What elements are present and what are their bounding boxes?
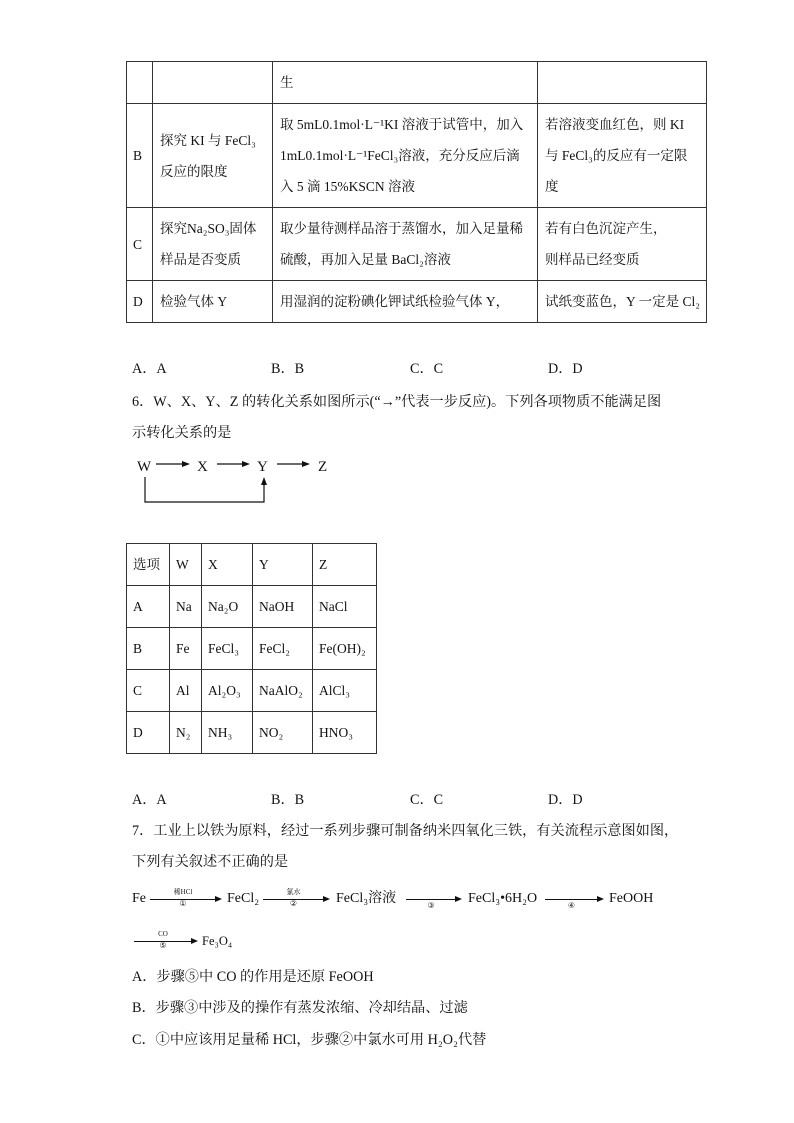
arrowhead [302, 461, 310, 467]
arrowhead [242, 461, 250, 467]
purpose-line: 样品是否变质 [160, 252, 241, 267]
table-cell: Na₂O [202, 586, 253, 628]
arrowhead [215, 896, 222, 902]
node-y: Y [257, 459, 268, 475]
cell-operation [273, 62, 538, 104]
header-cell: Z [313, 544, 377, 586]
flow-species-fecl3-solution: FeCl₃溶液 [336, 891, 397, 906]
table-cell: D [127, 712, 170, 754]
q5-option-d: D．D [548, 361, 583, 377]
flow-arrow-1 [150, 884, 222, 914]
purpose-line: 探究 KI 与 FeCl₃ [160, 132, 256, 148]
q7-option-a: A．步骤⑤中 CO 的作用是还原 FeOOH [132, 969, 374, 985]
flow-step-label: ⑤ [159, 941, 167, 950]
table-cell: Na [170, 586, 202, 628]
table-cell: FeCl₃ [202, 628, 253, 670]
flow-reagent-label: CO [158, 930, 168, 938]
q7-stem-line-1: 7．工业上以铁为原料，经过一系列步骤可制备纳米四氧化三铁，有关流程示意图如图， [132, 823, 679, 839]
cell-operation [273, 208, 538, 281]
node-w: W [137, 459, 152, 475]
cell-operation [273, 104, 538, 208]
arrowhead [182, 461, 190, 467]
cell-purpose [153, 104, 273, 208]
header-cell: X [202, 544, 253, 586]
cell-conclusion [538, 208, 707, 281]
cell-operation [273, 281, 538, 323]
table-row [127, 104, 707, 208]
cell-purpose [153, 62, 273, 104]
flow-reagent-label: 稀HCl [173, 888, 193, 896]
table-cell: AlCl₃ [313, 670, 377, 712]
flow-species-feooh: FeOOH [609, 891, 654, 906]
table-cell: Al [170, 670, 202, 712]
flow-arrow-3 [406, 884, 462, 914]
table-row [127, 712, 377, 754]
operation-line: 生 [280, 75, 294, 90]
flow-reagent-label: 氯水 [286, 888, 301, 896]
arrow-w-y-loop [145, 477, 264, 502]
table-header-row [127, 544, 377, 586]
flow-species-fecl2: FeCl₂ [227, 891, 260, 906]
cell-conclusion [538, 62, 707, 104]
node-x: X [197, 459, 208, 475]
conclusion-line: 试纸变蓝色，Y 一定是 Cl₂ [545, 294, 700, 309]
node-z: Z [318, 459, 328, 475]
q7-stem-line-2: 下列有关叙述不正确的是 [132, 854, 289, 870]
flow-step-label: ④ [567, 901, 576, 910]
table-row [127, 586, 377, 628]
table-cell: NaAlO₂ [253, 670, 313, 712]
table-row [127, 281, 707, 323]
table-cell: NaOH [253, 586, 313, 628]
q5-option-c: C．C [410, 361, 444, 377]
cell-conclusion [538, 281, 707, 323]
q6-option-a: A．A [132, 792, 167, 808]
table-cell: NH₃ [202, 712, 253, 754]
table-row [127, 62, 707, 104]
conclusion-line: 若溶液变血红色，则 KI [545, 117, 685, 132]
flow-arrow-2 [263, 884, 330, 914]
table-cell: Fe [170, 628, 202, 670]
arrowhead [261, 477, 267, 485]
conclusion-line: 若有白色沉淀产生， [545, 221, 667, 236]
table-cell: FeCl₂ [253, 628, 313, 670]
table-cell: HNO₃ [313, 712, 377, 754]
cell-label: B [127, 104, 153, 208]
operation-line: 入 5 滴 15%KSCN 溶液 [280, 179, 416, 194]
q6-stem-line-2: 示转化关系的是 [132, 425, 232, 441]
purpose-line: 探究Na₂SO₃固体 [160, 221, 257, 236]
flow-species-fe3o4: Fe₃O₄ [202, 934, 233, 948]
table-row [127, 208, 707, 281]
flow-species-fe: Fe [132, 891, 146, 906]
conclusion-line: 与 FeCl₃的反应有一定限 [545, 148, 688, 163]
q6-stem-line-1: 6．W、X、Y、Z 的转化关系如图所示(“→”代表一步反应)。下列各项物质不能满足图 [132, 394, 662, 410]
operation-line: 取 5mL0.1mol·L⁻¹KI 溶液于试管中，加入 [280, 117, 524, 132]
flow-step-label: ② [289, 899, 298, 908]
purpose-line: 反应的限度 [160, 163, 228, 179]
table-cell: NO₂ [253, 712, 313, 754]
table-cell: A [127, 586, 170, 628]
operation-line: 硫酸，再加入足量 BaCl₂溶液 [280, 252, 451, 267]
table-cell: B [127, 628, 170, 670]
table-row [127, 628, 377, 670]
operation-line: 取少量待测样品溶于蒸馏水，加入足量稀 [280, 221, 523, 236]
arrowhead [191, 938, 198, 944]
q6-option-d: D．D [548, 792, 583, 808]
q7-option-c: C．①中应该用足量稀 HCl，步骤②中氯水可用 H₂O₂代替 [132, 1032, 487, 1048]
flow-step-label: ① [179, 899, 187, 908]
cell-label: D [127, 281, 153, 323]
table-cell: N₂ [170, 712, 202, 754]
q5-option-a: A．A [132, 361, 167, 377]
conclusion-line: 度 [545, 179, 559, 194]
cell-purpose [153, 208, 273, 281]
arrowhead [597, 896, 604, 902]
operation-line: 1mL0.1mol·L⁻¹FeCl₃溶液，充分反应后滴 [280, 148, 520, 163]
q5-option-b: B．B [271, 361, 305, 377]
experiment-table [126, 61, 707, 323]
table-cell: NaCl [313, 586, 377, 628]
header-cell: 选项 [127, 544, 170, 586]
cell-label: C [127, 208, 153, 281]
flow-species-fecl3-hydrate: FeCl₃•6H₂O [468, 891, 538, 906]
arrow-shaft [406, 899, 457, 900]
table-cell: C [127, 670, 170, 712]
flow-arrow-5 [134, 926, 198, 956]
table-cell: Al₂O₃ [202, 670, 253, 712]
conversion-diagram [130, 450, 340, 510]
q7-option-b: B．步骤③中涉及的操作有蒸发浓缩、冷却结晶、过滤 [132, 1000, 468, 1016]
cell-conclusion [538, 104, 707, 208]
conclusion-line: 则样品已经变质 [545, 252, 640, 267]
arrowhead [455, 896, 462, 902]
q6-option-b: B．B [271, 792, 305, 808]
flow-step-label: ③ [427, 901, 435, 910]
arrow-shaft [545, 899, 599, 900]
cell-label [127, 62, 153, 104]
options-table [126, 543, 377, 754]
q6-option-c: C．C [410, 792, 444, 808]
operation-line: 用湿润的淀粉碘化钾试纸检验气体 Y， [280, 294, 510, 309]
table-cell: Fe(OH)₂ [313, 628, 377, 670]
purpose-line: 检验气体 Y [160, 294, 228, 309]
flow-arrow-4 [545, 884, 604, 914]
cell-purpose [153, 281, 273, 323]
arrowhead [323, 896, 330, 902]
header-cell: Y [253, 544, 313, 586]
header-cell: W [170, 544, 202, 586]
table-row [127, 670, 377, 712]
